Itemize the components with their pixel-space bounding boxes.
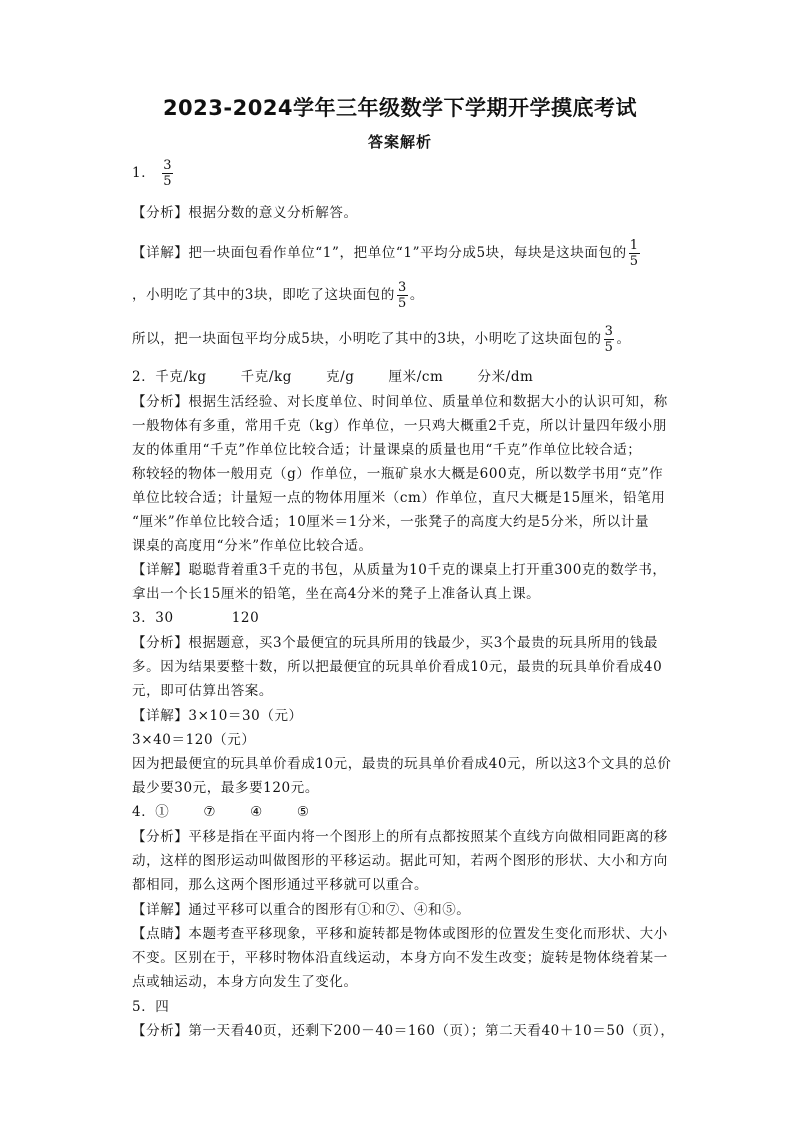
- q1-detail-line-3: [132, 324, 672, 355]
- q4-text-line: 点或轴运动，本身方向发生了变化。: [132, 974, 358, 990]
- fraction-denominator: 5: [629, 254, 639, 269]
- q4-text-line: 都相同，那么这两个图形通过平移就可以重合。: [132, 877, 429, 893]
- q4-text-line: 不变。区别在于，平移时物体沿直线运动，本身方向不发生改变；旋转是物体绕着某一: [132, 950, 668, 966]
- q5-answer-1: 四: [155, 999, 170, 1015]
- q4-text-line: 【分析】平移是指在平面内将一个图形上的所有点都按照某个直线方向做相同距离的移: [132, 829, 668, 845]
- q5-number: 5．: [132, 999, 156, 1015]
- q4-answer-1: ①: [155, 804, 170, 820]
- q2-text-line: 拿出一个长15厘米的铅笔，坐在高4分米的凳子上准备认真上课。: [132, 586, 541, 602]
- q4-text-line: 动，这样的图形运动叫做图形的平移运动。据此可知，若两个图形的形状、大小和方向: [132, 853, 668, 869]
- q3-answer-2: 120: [231, 610, 260, 626]
- q3-number: 3．: [132, 610, 156, 626]
- q2-text-line: 【分析】根据生活经验、对长度单位、时间单位、质量单位和数据大小的认识可知，称: [132, 394, 668, 410]
- q1-detail-fraction-a: [629, 238, 640, 269]
- document-subtitle: 答案解析: [367, 133, 432, 151]
- q1-detail-fraction-b: [397, 280, 408, 311]
- fraction-numerator: 3: [163, 158, 173, 173]
- q4-text-line: 【点睛】本题考查平移现象，平移和旋转都是物体或图形的位置发生变化而形状、大小: [132, 926, 668, 942]
- q1-answer-line: [132, 158, 672, 189]
- fraction-denominator: 5: [604, 340, 614, 355]
- q2-answer-line: [132, 368, 672, 386]
- q2-text-line: 单位比较合适；计量短一点的物体用厘米（cm）作单位，直尺大概是15厘米，铅笔用: [132, 490, 666, 506]
- q1-analysis: 【分析】根据分数的意义分析解答。: [132, 205, 358, 221]
- q2-text-line: 【详解】聪聪背着重3千克的书包，从质量为10千克的课桌上打开重300克的数学书，: [132, 562, 667, 578]
- q2-answer-5: 分米/dm: [477, 369, 534, 385]
- q4-answer-line: [132, 803, 672, 821]
- q1-detail-text-a: 【详解】把一块面包看作单位“1”，把单位“1”平均分成5块，每块是这块面包的: [132, 245, 627, 261]
- fraction-numerator: 3: [604, 324, 614, 339]
- q1-detail-text-b: ，小明吃了其中的3块，即吃了这块面包的: [132, 287, 395, 303]
- q2-text-line: 一般物体有多重，常用千克（kg）作单位，一只鸡大概重2千克，所以计量四年级小朋: [132, 418, 667, 434]
- q5-answer-line: [132, 998, 672, 1016]
- fraction-numerator: 3: [398, 280, 407, 295]
- q3-text-line: 最少要30元，最多要120元。: [132, 780, 319, 796]
- q5-text-line: 【分析】第一天看40页，还剩下200－40＝160（页）；第二天看40＋10＝50（页），: [132, 1023, 675, 1039]
- q3-text-line: 【分析】根据题意，买3个最便宜的玩具所用的钱最少，买3个最贵的玩具所用的钱最: [132, 635, 658, 651]
- q2-answer-2: 千克/kg: [240, 369, 293, 385]
- q2-text-line: 课桌的高度用“分米”作单位比较合适。: [132, 538, 373, 554]
- q3-text-line: 元，即可估算出答案。: [132, 683, 273, 699]
- q3-text-line: 【详解】3×10＝30（元）: [132, 708, 303, 724]
- fraction-numerator: 1: [629, 238, 639, 253]
- q1-number: 1．: [132, 165, 156, 181]
- q1-detail-text-c: 所以，把一块面包平均分成5块，小明吃了其中的3块，小明吃了这块面包的: [132, 331, 602, 347]
- document-title: 2023-2024学年三年级数学下学期开学摸底考试: [162, 96, 638, 120]
- q4-number: 4．: [132, 804, 156, 820]
- q3-answer-line: [132, 609, 672, 627]
- q1-answer-fraction: [162, 158, 173, 189]
- fraction-denominator: 5: [398, 296, 407, 311]
- q2-answer-1: 千克/kg: [155, 369, 207, 385]
- q3-text-line: 3×40＝120（元）: [132, 732, 256, 748]
- q1-detail-line-1: [132, 238, 672, 269]
- q3-text-line: 多。因为结果要整十数，所以把最便宜的玩具单价看成10元，最贵的玩具单价看成40: [132, 659, 663, 675]
- q2-text-line: 称较轻的物体一般用克（g）作单位，一瓶矿泉水大概是600克，所以数学书用“克”作: [132, 466, 664, 482]
- q1-detail-line-2: [132, 280, 672, 311]
- q2-answer-4: 厘米/cm: [388, 369, 444, 385]
- q4-answer-4: ⑤: [296, 804, 310, 820]
- q4-text-line: 【详解】通过平移可以重合的图形有①和⑦、④和⑤。: [132, 902, 471, 918]
- q2-text-line: “厘米”作单位比较合适；10厘米＝1分米，一张凳子的高度大约是5分米，所以计量: [132, 514, 650, 530]
- q2-answer-3: 克/g: [326, 369, 355, 385]
- q4-answer-3: ④: [250, 804, 263, 820]
- q1-detail-fraction-c: [604, 324, 615, 355]
- fraction-denominator: 5: [163, 174, 173, 189]
- q3-answer-1: 30: [155, 610, 174, 626]
- q2-text-line: 友的体重用“千克”作单位比较合适；计量课桌的质量也用“千克”作单位比较合适；: [132, 442, 642, 458]
- q4-answer-2: ⑦: [203, 804, 217, 820]
- q2-number: 2．: [132, 369, 156, 385]
- q1-detail-end-b: 。: [409, 287, 424, 303]
- q3-text-line: 因为把最便宜的玩具单价看成10元，最贵的玩具单价看成40元，所以这3个文具的总价: [132, 756, 672, 772]
- q1-detail-end-c: 。: [616, 331, 631, 347]
